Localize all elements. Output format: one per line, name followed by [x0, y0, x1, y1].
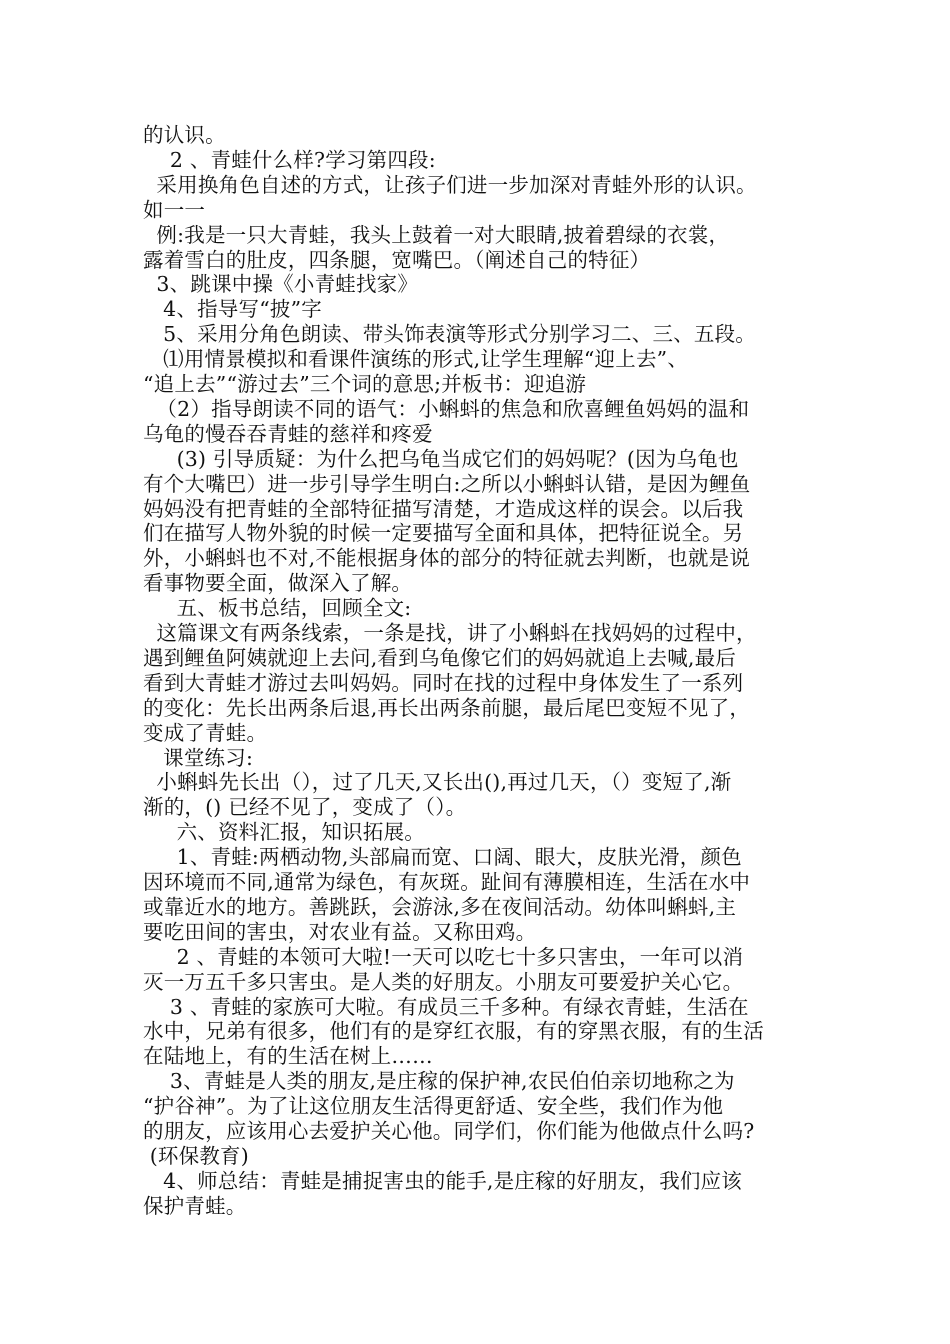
text-line: 看事物要全面，做深入了解。	[143, 571, 413, 595]
text-line: 3、跳课中操《小青蛙找家》	[143, 272, 419, 296]
text-line: 变成了青蛙。	[143, 721, 268, 745]
text-line: 因环境而不同,通常为绿色，有灰斑。趾间有薄膜相连，生活在水中	[143, 870, 751, 894]
text-line: 的变化：先长出两条后退,再长出两条前腿，最后尾巴变短不见了，	[143, 696, 751, 720]
text-line: ⑴用情景模拟和看课件演练的形式,让学生理解“迎上去”、	[143, 347, 689, 371]
text-line: 水中，兄弟有很多，他们有的是穿红衣服，有的穿黑衣服，有的生活	[143, 1019, 764, 1043]
text-line: 2 、青蛙什么样?学习第四段:	[143, 148, 436, 172]
text-line: 3 、青蛙的家族可大啦。有成员三千多种。有绿衣青蛙，生活在	[143, 995, 749, 1019]
text-line: 例:我是一只大青蛙，我头上鼓着一对大眼睛,披着碧绿的衣裳，	[143, 223, 730, 247]
text-line: (3) 引导质疑：为什么把乌龟当成它们的妈妈呢？(因为乌龟也	[143, 447, 739, 471]
text-line: 露着雪白的肚皮，四条腿，宽嘴巴。（阐述自己的特征）	[143, 248, 651, 272]
text-line: 4、指导写“披”字	[143, 297, 322, 321]
text-line: 乌龟的慢吞吞青蛙的慈祥和疼爱	[143, 422, 433, 446]
text-line: 小蝌蚪先长出（），过了几天,又长出(),再过几天，（）变短了,渐	[143, 770, 732, 794]
text-line: 2 、青蛙的本领可大啦!一天可以吃七十多只害虫，一年可以消	[143, 945, 744, 969]
text-line: (环保教育)	[143, 1144, 249, 1168]
text-line: 保护青蛙。	[143, 1194, 247, 1218]
text-line: 要吃田间的害虫，对农业有益。又称田鸡。	[143, 920, 537, 944]
text-line: 妈妈没有把青蛙的全部特征描写清楚，才造成这样的误会。以后我	[143, 497, 744, 521]
text-line: 采用换角色自述的方式，让孩子们进一步加深对青蛙外形的认识。	[143, 173, 757, 197]
text-line: 的认识。	[143, 123, 226, 147]
text-line: 看到大青蛙才游过去叫妈妈。同时在找的过程中身体发生了一系列	[143, 671, 744, 695]
text-line: 3、青蛙是人类的朋友,是庄稼的保护神,农民伯伯亲切地称之为	[143, 1069, 735, 1093]
text-line: 外，小蝌蚪也不对,不能根据身体的部分的特征就去判断，也就是说	[143, 546, 751, 570]
text-line: 们在描写人物外貌的时候一定要描写全面和具体，把特征说全。另	[143, 521, 744, 545]
text-line: 如一一	[143, 198, 206, 222]
text-line: 五、板书总结，回顾全文:	[143, 596, 412, 620]
text-line: 在陆地上，有的生活在树上……	[143, 1044, 433, 1068]
text-line: 渐的，() 已经不见了，变成了（）。	[143, 795, 467, 819]
text-line: 的朋友，应该用心去爱护关心他。同学们，你们能为他做点什么吗?	[143, 1119, 755, 1143]
text-line: 灭一万五千多只害虫。是人类的好朋友。小朋友可要爱护关心它。	[143, 970, 744, 994]
text-line: 六、资料汇报，知识拓展。	[143, 820, 425, 844]
text-line: 5、采用分角色朗读、带头饰表演等形式分别学习二、三、五段。	[143, 322, 756, 346]
text-line: 或靠近水的地方。善跳跃，会游泳,多在夜间活动。幼体叫蝌蚪,主	[143, 895, 737, 919]
text-line: 课堂练习:	[143, 746, 254, 770]
text-line: 这篇课文有两条线索，一条是找，讲了小蝌蚪在找妈妈的过程中，	[143, 621, 757, 645]
text-line: （2）指导朗读不同的语气：小蝌蚪的焦急和欣喜鲤鱼妈妈的温和	[143, 397, 750, 421]
text-line: 1、青蛙:两栖动物,头部扁而宽、口阔、眼大，皮肤光滑，颜色	[143, 845, 742, 869]
text-line: “追上去”“游过去”三个词的意思;并板书：迎追游	[143, 372, 587, 396]
text-line: 有个大嘴巴）进一步引导学生明白:之所以小蝌蚪认错，是因为鲤鱼	[143, 472, 751, 496]
text-line: 遇到鲤鱼阿姨就迎上去问,看到乌龟像它们的妈妈就追上去喊,最后	[143, 646, 737, 670]
text-line: 4、师总结：青蛙是捕捉害虫的能手,是庄稼的好朋友，我们应该	[143, 1169, 743, 1193]
text-line: “护谷神”。为了让这位朋友生活得更舒适、安全些，我们作为他	[143, 1094, 724, 1118]
